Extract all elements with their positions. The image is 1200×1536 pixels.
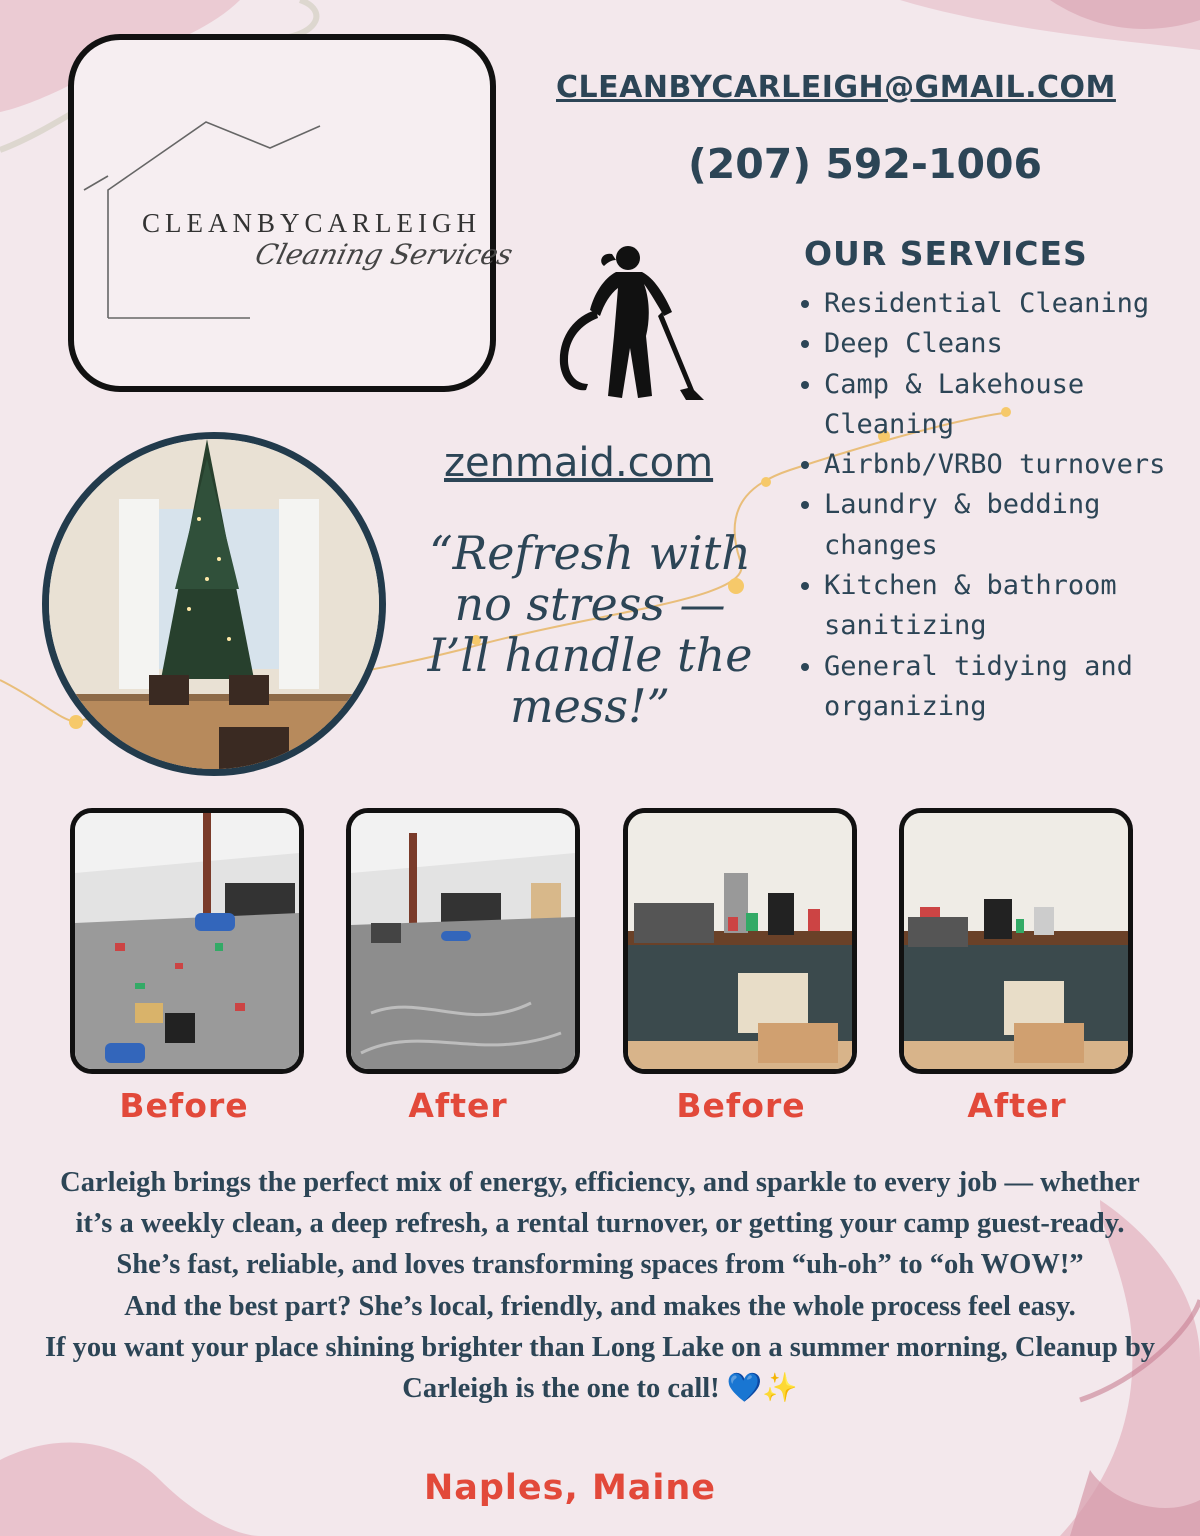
email-link[interactable]: CLEANBYCARLEIGH@GMAIL.COM (556, 70, 1116, 105)
bio-line: She’s fast, reliable, and loves transforming spaces from “uh-oh” to “oh WOW!” (116, 1249, 1084, 1281)
logo-brand-name: CLEANBYCARLEIGH (142, 208, 481, 238)
bio-line: If you want your place shining brighter than Long Lake on a summer morning, Cleanup by Carleigh is the one to call! 💙✨ (44, 1331, 1156, 1405)
service-item: • General tidying and organizing (824, 647, 1200, 728)
service-item: • Camp & Lakehouse Cleaning (824, 365, 1200, 446)
bio-line: And the best part? She’s local, friendly, and makes the whole process feel easy. (124, 1290, 1076, 1322)
services-list (798, 284, 1200, 727)
bio-paragraph (40, 1162, 1160, 1409)
service-item: • Residential Cleaning (824, 284, 1200, 324)
after-photo-basement (346, 808, 580, 1074)
before-caption: Before (676, 1086, 806, 1125)
service-item: • Laundry & bedding changes (824, 485, 1200, 566)
after-caption: After (967, 1086, 1067, 1125)
before-photo-kitchen-counter (623, 808, 857, 1074)
after-photo-kitchen-counter (899, 808, 1133, 1074)
phone-number[interactable]: (207) 592-1006 (688, 140, 1043, 188)
service-item: • Airbnb/VRBO turnovers (824, 445, 1200, 485)
tagline-quote: “Refresh with no stress — I’ll handle the mess!” (427, 526, 753, 733)
after-caption: After (408, 1086, 508, 1125)
location-text: Naples, Maine (423, 1468, 717, 1508)
website-link[interactable]: zenmaid.com (444, 440, 714, 486)
before-caption: Before (119, 1086, 249, 1125)
service-item: • Kitchen & bathroom sanitizing (824, 566, 1200, 647)
vacuum-cleaner-person-icon (554, 240, 706, 404)
before-photo-basement (70, 808, 304, 1074)
logo-tagline: Cleaning Services (251, 238, 517, 271)
christmas-tree-room-photo (42, 432, 386, 776)
services-heading: OUR SERVICES (804, 234, 1088, 273)
bio-line: Carleigh brings the perfect mix of energy, efficiency, and sparkle to every job — whether it’s a weekly clean, a deep refresh, a rental turnover, or getting your camp guest-ready. (60, 1167, 1140, 1240)
service-item: • Deep Cleans (824, 324, 1200, 364)
